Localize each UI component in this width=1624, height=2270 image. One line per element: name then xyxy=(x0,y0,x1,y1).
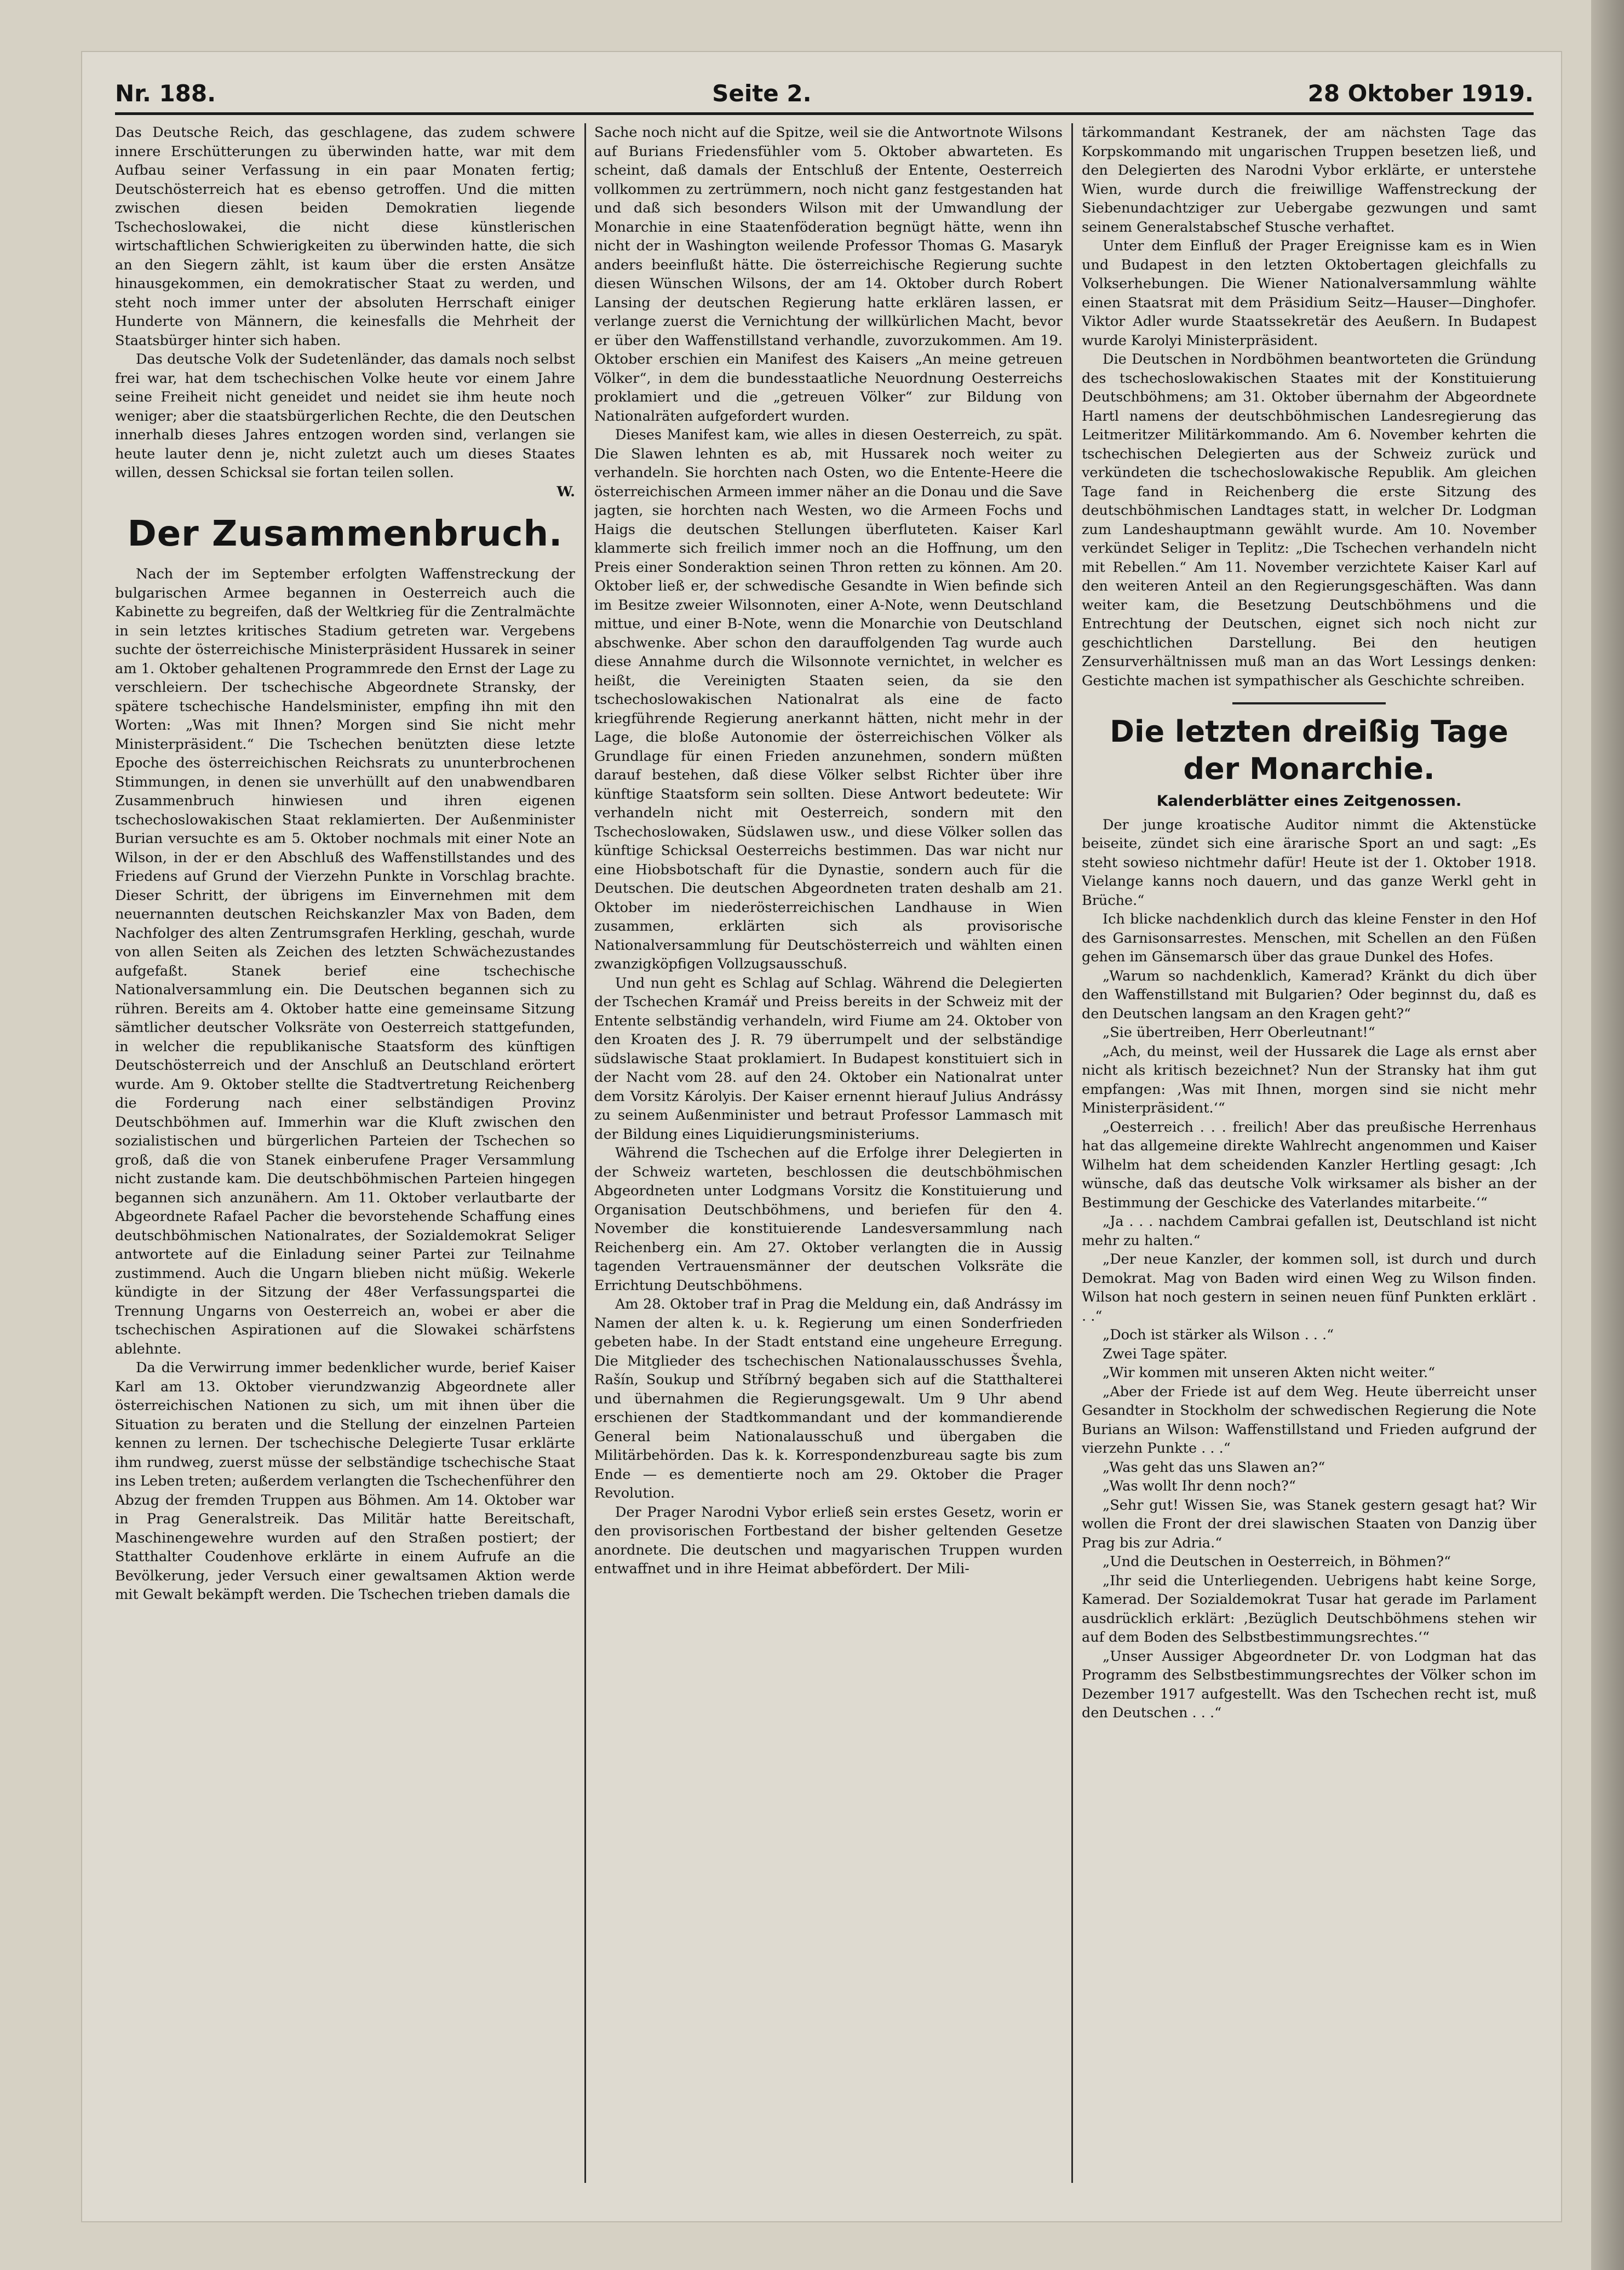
article-paragraph: Ich blicke nachdenklich durch das kleine Fenster in den Hof des Garnisonsarrestes. Menschen, mit Schellen an den Füßen gehen im Gänsemarsch über das graue Dunkel des Hofes. xyxy=(1082,911,1536,965)
article-paragraph: Die Deutschen in Nordböhmen beantworteten die Gründung des tschechoslowakischen Staates mit der Konstituierung Deutschböhmens; am 31. Oktober übernahm der Abgeordnete Hartl namens der deutschböhmischen Landesregierung das Leitmeritzer Militärkommando. Am 6. November kehrten die tschechischen Delegierten aus der Schweiz zurück und verkündeten die tschechoslowakische Republik. Am gleichen Tage fand in Reichenberg die erste Sitzung des deutschböhmischen Landtages statt, in welcher Dr. Lodgman zum Landeshauptmann gewählt wurde. Am 10. November verkündet Seliger in Teplitz: „Die Tschechen verhandeln nicht mit Rebellen.“ Am 11. November verzichtete Kaiser Karl auf den weiteren Anteil an den Regierungsgeschäften. Was dann weiter kam, die Besetzung Deutschböhmens und die Entrechtung der Deutschen, eignet sich noch nicht zur geschichtlichen Darstellung. Bei den heutigen Zensurverhältnissen muß man an das Wort Lessings denken: Gestichte machen ist sympathischer als Geschichte schreiben. xyxy=(1082,351,1536,689)
issue-date: 28 Oktober 1919. xyxy=(1307,79,1534,107)
article-paragraph: tärkommandant Kestranek, der am nächsten Tage das Korpskommando mit ungarischen Truppen besetzen ließ, und den Delegierten des Narodni Vybor erklärte, er unterstehe Wien, wurde durch die freiwillige Waffenstreckung der Siebenundachtziger zur Uebergabe gezwungen und samt seinem Generalstabschef Stusche verhaftet. xyxy=(1082,124,1536,236)
author-signature: W. xyxy=(556,483,575,500)
article-paragraph: „Ihr seid die Unterliegenden. Uebrigens habt keine Sorge, Kamerad. Der Sozialdemokrat Tusar hat gerade im Parlament ausdrücklich erklärt: ‚Bezüglich Deutschböhmens stehen wir auf dem Boden des Selbstbestimmungsrechtes.‘“ xyxy=(1082,1572,1536,1646)
article-paragraph: „Was wollt Ihr denn noch?“ xyxy=(1103,1478,1296,1494)
article-paragraph: „Was geht das uns Slawen an?“ xyxy=(1103,1459,1325,1476)
article-paragraph: Der junge kroatische Auditor nimmt die Aktenstücke beiseite, zündet sich eine ärarische Sport an und sagt: „Es steht sowieso nichtmehr dafür! Heute ist der 1. Oktober 1918. Vielange kanns noch dauern, und das ganze Werkl geht in Brüche.“ xyxy=(1082,816,1536,909)
article-paragraph: Das deutsche Volk der Sudetenländer, das damals noch selbst frei war, hat dem tschechischen Volke heute vor einem Jahre seine Freiheit nicht geneidet und neidet sie ihm heute noch weniger; aber die staatsbürgerlichen Rechte, die den Deutschen innerhalb dieses Jahres entzogen worden sind, verlangen sie heute lauter denn je, nicht zuletzt auch um dieses Staates willen, dessen Schicksal sie fortan teilen sollen. xyxy=(115,351,575,481)
article-paragraph: Und nun geht es Schlag auf Schlag. Während die Delegierten der Tschechen Kramář und Preiss bereits in der Schweiz mit der Entente selbständig verhandeln, wird Fiume am 24. Oktober von den Kroaten des J. R. 79 überrumpelt und der selbständige südslawische Staat proklamiert. In Budapest konstituiert sich in der Nacht vom 28. auf den 24. Oktober ein Nationalrat unter dem Vorsitz Károlyis. Der Kaiser ernennt hierauf Julius Andrássy zu seinem Außenminister und betraut Professor Lammasch mit der Bildung eines Liquidierungsministeriums. xyxy=(594,975,1063,1143)
article-paragraph: „Sehr gut! Wissen Sie, was Stanek gestern gesagt hat? Wir wollen die Front der drei slawischen Staaten von Danzig über Prag bis zur Adria.“ xyxy=(1082,1497,1536,1551)
article-paragraph: „Ja . . . nachdem Cambrai gefallen ist, Deutschland ist nicht mehr zu halten.“ xyxy=(1082,1213,1536,1249)
article-paragraph: „Aber der Friede ist auf dem Weg. Heute überreicht unser Gesandter in Stockholm der schwedischen Regierung die Note Burians an Wilson: Waffenstillstand und Frieden aufgrund der vierzehn Punkte . . .“ xyxy=(1082,1383,1536,1457)
issue-number: Nr. 188. xyxy=(115,79,216,107)
article-paragraph: Dieses Manifest kam, wie alles in diesen Oesterreich, zu spät. Die Slawen lehnten es ab, mit Hussarek noch weiter zu verhandeln. Sie horchten nach Osten, wo die Entente-Heere die österreichischen Armeen immer näher an die Donau und die Save jagten, sie horchten nach Westen, wo die Armeen Fochs und Haigs die deutschen Stellungen überfluteten. Kaiser Karl klammerte sich freilich immer noch an die Hoffnung, um den Preis einer Sonderaktion seinen Thron retten zu können. Am 20. Oktober ließ er, der schwedische Gesandte in Wien befinde sich im Besitze zweier Wilsonnoten, einer A-Note, wenn Deutschland mittue, und einer B-Note, wenn die Monarchie von Deutschland abschwenke. Aber schon den darauffolgenden Tag wurde auch diese Annahme durch die Wilsonnote vernichtet, in welcher es heißt, die Vereinigten Staaten seien, da sie den tschechoslowakischen Nationalrat als eine de facto kriegführende Regierung anerkannt hätten, nicht mehr in der Lage, die bloße Autonomie der österreichischen Völker als Grundlage für einen Frieden anzunehmen, sondern müßten darauf bestehen, daß diese Völker selbst Richter über ihre künftige Staatsform sein sollten. Diese Antwort bedeutete: Wir verhandeln nicht mit Oesterreich, sondern mit den Tschechoslowaken, Südslawen usw., und diese Völker sollen das künftige Schicksal Oesterreichs bestimmen. Das war nicht nur eine Hiobsbotschaft für die Dynastie, sondern auch für die Deutschen. Die deutschen Abgeordneten traten deshalb am 21. Oktober im niederösterreichischen Landhause in Wien zusammen, erklärten sich als provisorische Nationalversammlung für Deutschösterreich und wählten einen zwanzigköpfigen Vollzugsausschuß. xyxy=(594,427,1063,972)
article-paragraph: Unter dem Einfluß der Prager Ereignisse kam es in Wien und Budapest in den letzten Oktobertagen gleichfalls zu Volkserhebungen. Die Wiener Nationalversammlung wählte einen Staatsrat mit dem Präsidium Seitz—Hauser—Dinghofer. Viktor Adler wurde Staatssekretär des Aeußern. In Budapest wurde Karolyi Ministerpräsident. xyxy=(1082,238,1536,349)
column-2 xyxy=(594,123,1063,2199)
page-edge-shadow xyxy=(1591,0,1624,2270)
newspaper-page xyxy=(82,52,1561,2221)
article-paragraph: Sache noch nicht auf die Spitze, weil sie die Antwortnote Wilsons auf Burians Friedensfühler vom 5. Oktober abwarteten. Es scheint, daß damals der Entschluß der Entente, Oesterreich vollkommen zu zertrümmern, noch nicht ganz festgestanden hat und daß sich besonders Wilson mit der Umwandlung der Monarchie in eine Staatenföderation begnügt hätte, wenn ihn nicht der in Washington weilende Professor Thomas G. Masaryk anders beeinflußt hätte. Die österreichische Regierung suchte diesen Wünschen Wilsons, der am 14. Oktober durch Robert Lansing der deutschen Regierung hatte erklären lassen, er verlange zuerst die Vernichtung der willkürlichen Macht, bevor er über den Waffenstillstand verhandle, zuvorzukommen. Am 19. Oktober erschien ein Manifest des Kaisers „An meine getreuen Völker“, in dem die bundesstaatliche Neuordnung Oesterreichs proklamiert und die „getreuen Völker“ zur Bildung von Nationalräten aufgefordert wurden. xyxy=(594,124,1063,425)
column-3 xyxy=(1082,123,1536,2199)
column-rule xyxy=(1071,123,1073,2183)
article-paragraph: Zwei Tage später. xyxy=(1103,1345,1228,1362)
article-heading: Die letzten dreißig Tage der Monarchie. xyxy=(1110,714,1508,786)
section-divider xyxy=(1232,702,1386,704)
article-paragraph: „Und die Deutschen in Oesterreich, in Böhmen?“ xyxy=(1103,1554,1451,1570)
article-paragraph: Während die Tschechen auf die Erfolge ihrer Delegierten in der Schweiz warteten, beschlossen die deutschböhmischen Abgeordneten unter Lodgmans Vorsitz die Konstituierung und Organisation Deutschböhmens, und beriefen für den 4. November die konstituierende Landesversammlung nach Reichenberg ein. Am 27. Oktober verlangten die in Aussig tagenden Vertrauensmänner der deutschen Volksräte die Errichtung Deutschböhmens. xyxy=(594,1145,1063,1294)
article-paragraph: „Der neue Kanzler, der kommen soll, ist durch und durch Demokrat. Mag von Baden wird einen Weg zu Wilson finden. Wilson hat noch gestern in seinen neuen fünf Punkten erklärt . . .“ xyxy=(1082,1251,1536,1325)
article-subheading: Kalenderblätter eines Zeitgenossen. xyxy=(1156,793,1462,810)
article-paragraph: „Unser Aussiger Abgeordneter Dr. von Lodgman hat das Programm des Selbstbestimmungsrechtes der Völker schon im Dezember 1917 aufgestellt. Was den Tschechen recht ist, muß den Deutschen . . .“ xyxy=(1082,1648,1536,1721)
article-paragraph: „Wir kommen mit unseren Akten nicht weiter.“ xyxy=(1103,1365,1436,1381)
page-number: Seite 2. xyxy=(712,79,812,107)
article-paragraph: „Sie übertreiben, Herr Oberleutnant!“ xyxy=(1103,1024,1375,1041)
page-header xyxy=(115,74,1534,115)
article-heading: Der Zusammenbruch. xyxy=(127,514,563,554)
column-1 xyxy=(115,123,575,2199)
article-paragraph: Da die Verwirrung immer bedenklicher wurde, berief Kaiser Karl am 13. Oktober vierundzwanzig Abgeordnete aller österreichischen Nationen zu sich, um mit ihnen über die Situation zu beraten und die Stellung der einzelnen Parteien kennen zu lernen. Der tschechische Delegierte Tusar erklärte ihm rundweg, zuerst müsse der selbständige tschechische Staat ins Leben treten; außerdem verlangten die Tschechenführer den Abzug der fremden Truppen aus Böhmen. Am 14. Oktober war in Prag Generalstreik. Das Militär hatte Bereitschaft, Maschinengewehre wurden auf den Straßen postiert; der Statthalter Coudenhove erklärte in einem Aufrufe an die Bevölkerung, jeder Versuch einer gewaltsamen Aktion werde mit Gewalt bekämpft werden. Die Tschechen trieben damals die xyxy=(115,1360,575,1603)
article-paragraph: „Doch ist stärker als Wilson . . .“ xyxy=(1103,1327,1334,1343)
article-paragraph: „Oesterreich . . . freilich! Aber das preußische Herrenhaus hat das allgemeine direkte Wahlrecht angenommen und Kaiser Wilhelm hat dem scheidenden Kanzler Hertling gesagt: ‚Ich wünsche, daß das deutsche Volk wirksamer als bisher an der Bestimmung der Geschicke des Vaterlandes mitarbeite.‘“ xyxy=(1082,1119,1536,1211)
article-paragraph: „Warum so nachdenklich, Kamerad? Kränkt du dich über den Waffenstillstand mit Bulgarien? Oder beginnst du, daß es den Deutschen langsam an den Kragen geht?“ xyxy=(1082,967,1536,1022)
article-paragraph: Am 28. Oktober traf in Prag die Meldung ein, daß Andrássy im Namen der alten k. u. k. Regierung um einen Sonderfrieden gebeten habe. In der Stadt entstand eine ungeheure Erregung. Die Mitglieder des tschechischen Nationalausschusses Švehla, Rašín, Soukup und Stříbrný begaben sich auf die Statthalterei und übernahmen die Regierungsgewalt. Um 9 Uhr abend erschienen der Stadtkommandant und der kommandierende General beim Nationalausschuß und übergaben die Militärbehörden. Das k. k. Korrespondenzbureau sagte bis zum Ende — es dementierte noch am 29. Oktober die Prager Revolution. xyxy=(594,1296,1063,1501)
article-paragraph: Das Deutsche Reich, das geschlagene, das zudem schwere innere Erschütterungen zu überwinden hatte, war mit dem Aufbau seiner Verfassung in ein paar Monaten fertig; Deutschösterreich hat es ebenso getroffen. Und die mitten zwischen diesen beiden Demokratien liegende Tschechoslowakei, die nicht diese künstlerischen wirtschaftlichen Schwierigkeiten zu überwinden hatte, die sich an den Siegern zählt, ist kaum über die ersten Ansätze hinausgekommen, ein demokratischer Staat zu werden, und steht noch immer unter der absoluten Herrschaft einiger Hunderte von Männern, die keinesfalls die Mehrheit der Staatsbürger hinter sich haben. xyxy=(115,124,575,349)
article-paragraph: Nach der im September erfolgten Waffenstreckung der bulgarischen Armee begannen in Oesterreich auch die Kabinette zu begreifen, daß der Weltkrieg für die Zentralmächte in sein letztes kritisches Stadium getreten war. Vergebens suchte der österreichische Ministerpräsident Hussarek in seiner am 1. Oktober gehaltenen Programmrede den Ernst der Lage zu verschleiern. Der tschechische Abgeordnete Stransky, der spätere tschechische Handelsminister, empfing ihn mit den Worten: „Was mit Ihnen? Morgen sind Sie nicht mehr Ministerpräsident.“ Die Tschechen benützten diese letzte Epoche des österreichischen Reichsrats zu ununterbrochenen Stimmungen, in denen sie unverhüllt auf den unabwendbaren Zusammenbruch hinwiesen und ihren eigenen tschechoslowakischen Staat reklamierten. Der Außenminister Burian versuchte es am 5. Oktober nochmals mit einer Note an Wilson, in der er den Abschluß des Waffenstillstandes und des Friedens auf Grund der Vierzehn Punkte in Vorschlag brachte. Dieser Schritt, der übrigens im Einvernehmen mit dem neuernannten deutschen Reichskanzler Max von Baden, dem Nachfolger des alten Zentrumsgrafen Herkling, geschah, wurde von allen Seiten als Zeichen des letzten Schwächezustandes aufgefaßt. Stanek berief eine tschechische Nationalversammlung ein. Die Deutschen begannen sich zu rühren. Bereits am 4. Oktober hatte eine gemeinsame Sitzung sämtlicher deutscher Volksräte von Oesterreich stattgefunden, in welcher die republikanische Staatsform des künftigen Deutschösterreich und der Anschluß an Deutschland erörtert wurde. Am 9. Oktober stellte die Stadtvertretung Reichenberg die Forderung nach einer selbständigen Provinz Deutschböhmen auf. Immerhin war die Kluft zwischen den sozialistischen und bürgerlichen Parteien der Tschechen so groß, daß die von Stanek einberufene Prager Versammlung nicht zustande kam. Die deutschböhmischen Parteien hingegen begannen sich anzunähern. Am 11. Oktober verlautbarte der Abgeordnete Rafael Pacher die bevorstehende Schaffung eines deutschböhmischen Nationalrates, der Sozialdemokrat Seliger antwortete auf die Einladung seiner Partei zur Teilnahme zustimmend. Auch die Ungarn blieben nicht müßig. Wekerle kündigte in der Sitzung der 48er Verfassungspartei die Trennung Ungarns von Oesterreich an, wobei er aber die tschechischen Aspirationen auf die Slowakei schärfstens ablehnte. xyxy=(115,566,575,1357)
column-rule xyxy=(584,123,586,2183)
article-paragraph: „Ach, du meinst, weil der Hussarek die Lage als ernst aber nicht als kritisch bezeichnet? Nun der Stransky hat ihm gut empfangen: ‚Was mit Ihnen, morgen sind sie nicht mehr Ministerpräsident.‘“ xyxy=(1082,1043,1536,1116)
article-paragraph: Der Prager Narodni Vybor erließ sein erstes Gesetz, worin er den provisorischen Fortbestand der bisher geltenden Gesetze anordnete. Die deutschen und magyarischen Truppen wurden entwaffnet und in ihre Heimat abbefördert. Der Mili- xyxy=(594,1504,1063,1577)
